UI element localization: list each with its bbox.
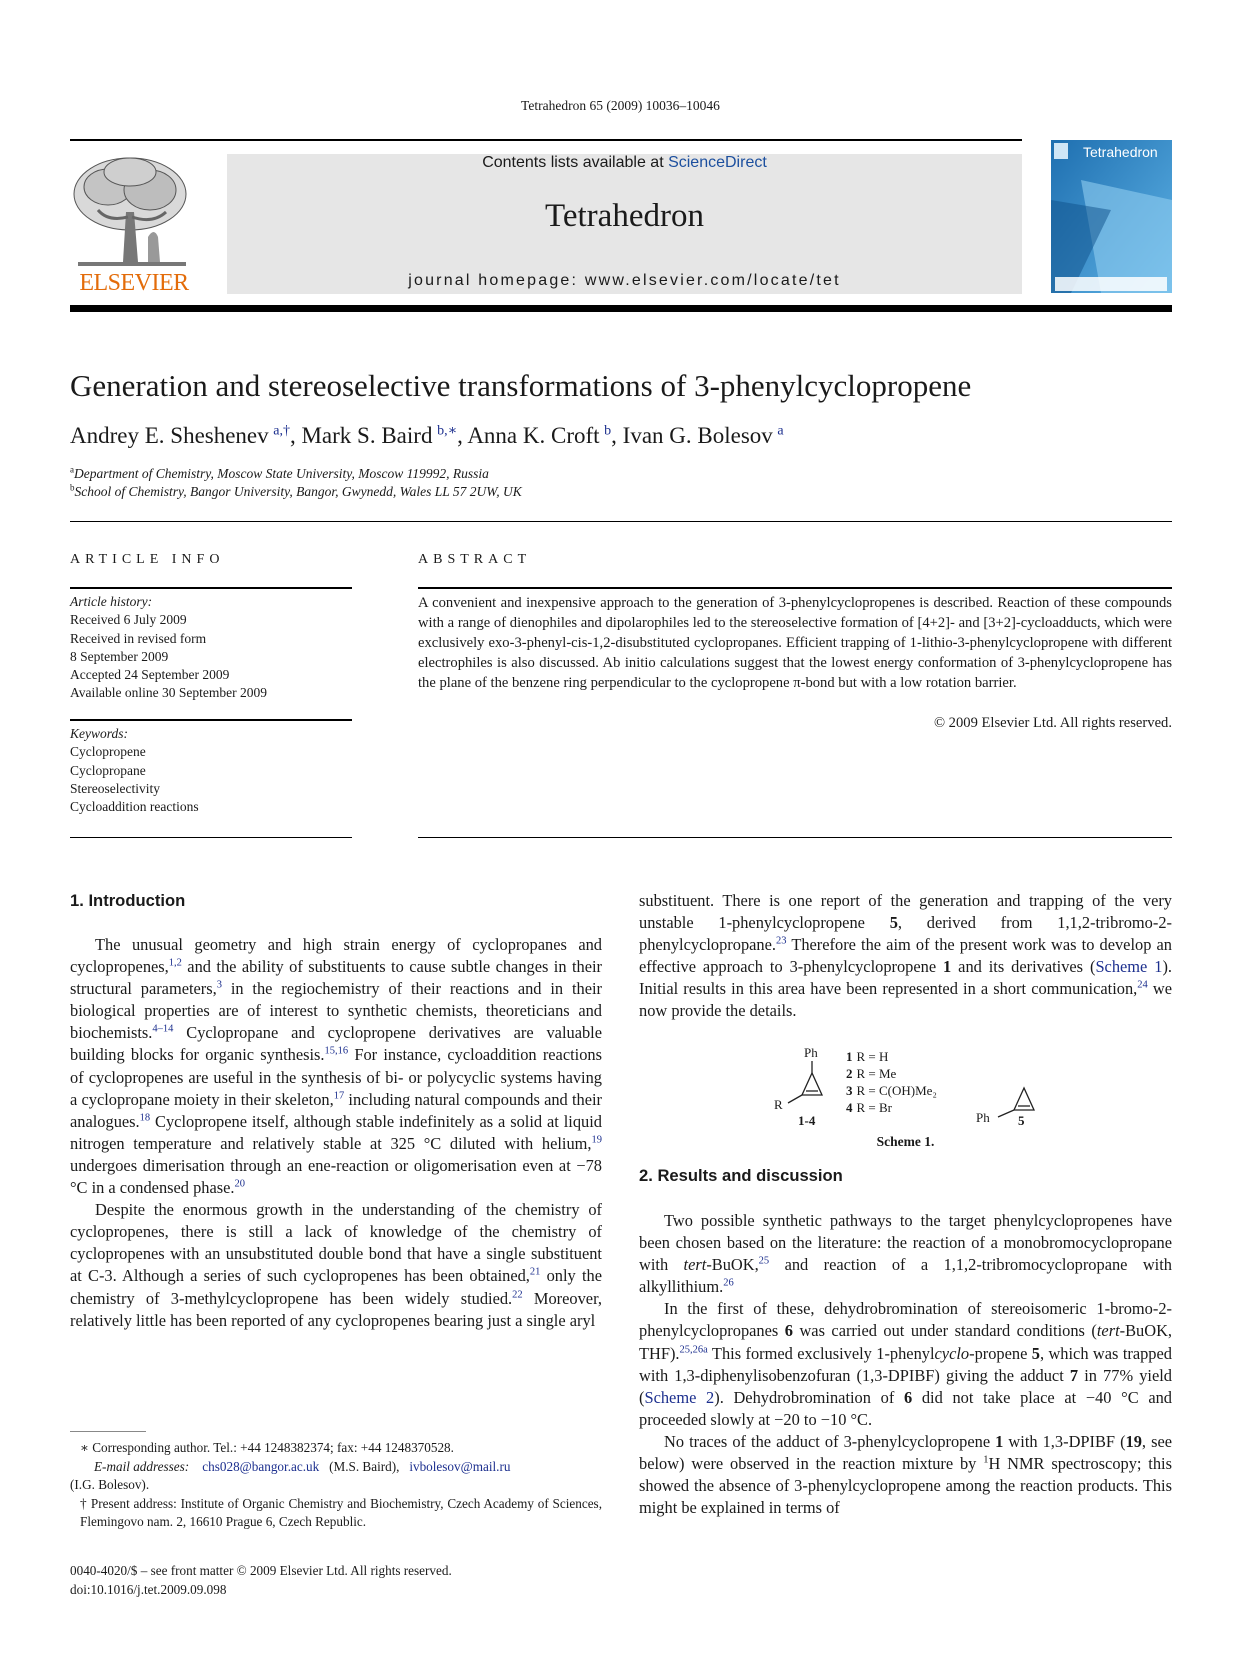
ph-label: Ph <box>976 1110 990 1125</box>
email-note <box>70 1458 602 1477</box>
masthead-thick-rule <box>70 305 1172 312</box>
author-marks[interactable]: b,∗ <box>437 423 458 439</box>
footnotes <box>70 1439 602 1532</box>
entry-text: R = C(OH)Me₂ <box>856 1083 937 1098</box>
scheme-entry <box>846 1100 893 1115</box>
abstract-bottom-rule <box>418 837 1172 838</box>
issn-line: 0040-4020/$ – see front matter © 2009 Elsevier Ltd. All rights reserved. <box>70 1563 452 1578</box>
paragraph: The unusual geometry and high strain energy of cyclopropanes and cyclopropenes,$^{1,2}$ and the ability of substituents to cause subtle changes in their structural parameters,$^3$ in the regiochemistry of their reactions and in their biological properties are of interest to synthetic chemists, theoreticians and biochemists.$^{4-14}$ Cyclopropane and cyclopropene derivatives are valuable building blocks for organic synthesis.$^{15,16}$ For instance, cycloaddition reactions of cyclopropenes are useful in the synthesis of bi- or polycyclic systems having a cyclopropane moiety in their skeleton,$^{17}$ including natural compounds and their analogues.$^{18}$ Cyclopropene itself, although stable indefinitely as a solid at liquid nitrogen temperature and relatively stable at 325 °C diluted with helium,$^{19}$ undergoes dimerisation through an ene-reaction or oligomerisation even at −78 °C in a condensed phase.$^{20}$ <box>70 935 603 1198</box>
results-body <box>639 1210 1172 1519</box>
journal-citation: Tetrahedron 65 (2009) 10036–10046 <box>521 98 720 113</box>
history-rule <box>70 719 352 721</box>
cover-title: Tetrahedron <box>1083 144 1158 160</box>
history-item: Accepted 24 September 2009 <box>70 667 230 683</box>
journal-cover-thumbnail <box>1051 140 1172 293</box>
author-marks[interactable]: a,† <box>273 423 290 439</box>
paragraph: In the first of these, dehydrobromination of stereoisomeric 1-bromo-2-phenylcyclopropanes 6 was carried out under standard conditions (tert-BuOK, THF).$^{25,26a}$ This formed exclusively 1-phenylcyclo-propene 5, which was trapped with 1,3-diphenylisobenzofuran (1,3-DPIBF) giving the adduct 7 in 77% yield (Scheme 2). Dehydrobromination of 6 did not take place at −40 °C and proceeded slowly at −20 to −10 °C. <box>639 1299 1172 1429</box>
email-label: E-mail addresses: <box>94 1458 190 1474</box>
history-item: 8 September 2009 <box>70 648 169 664</box>
paragraph: No traces of the adduct of 3-phenylcyclopropene 1 with 1,3-DPIBF (19, see below) were observed in the reaction mixture by $^1$H NMR spectroscopy; this showed the absence of 3-phenylcyclopropene among the reaction products. This might be explained in terms of <box>639 1431 1172 1518</box>
scheme-entry <box>846 1083 937 1098</box>
history-item: Received 6 July 2009 <box>70 612 187 628</box>
journal-name: Tetrahedron <box>545 198 704 234</box>
corresponding-author-note: ∗ Corresponding author. Tel.: +44 1248382374; fax: +44 1248370528. <box>80 1440 454 1455</box>
affiliation-item <box>70 465 1172 483</box>
paragraph: Two possible synthetic pathways to the target phenylcyclopropenes have been chosen based on the literature: the reaction of a monobromocyclopropane with tert-BuOK,$^{25}$ and reaction of a 1,1,2-tribromocyclopropane with alkyllithium.$^{26}$ <box>639 1211 1172 1297</box>
email-owner: (I.G. Bolesov). <box>70 1477 150 1492</box>
scheme-entry <box>846 1049 888 1064</box>
article-history <box>70 593 352 703</box>
keywords <box>70 725 352 816</box>
present-address-note: † Present address: Institute of Organic Chemistry and Biochemistry, Czech Academy of Sciences, Flemingovo nam. 2, 16610 Prague 6, Czech Republic. <box>80 1495 602 1529</box>
contents-line <box>227 154 1022 172</box>
elsevier-wordmark: ELSEVIER <box>79 270 189 296</box>
article-info-heading: ARTICLE INFO <box>70 552 225 567</box>
affiliation-mark: b <box>70 482 75 493</box>
abstract-text: A convenient and inexpensive approach to the generation of 3-phenylcyclopropenes is described. Reaction of these compounds with a range of dienophiles and dipolarophiles led to the stereoselective formation of [4+2]- and [3+2]-cycloadducts, which were exclusively exo-3-phenyl-cis-1,2-disubstituted cyclopropanes. Efficient trapping of 1-lithio-3-phenylcyclopropene with different electrophiles is also discussed. Ab initio calculations suggest that the lowest energy conformation of 3-phenylcyclopropene has the plane of the benzene ring perpendicular to the cyclopropene π-bond but with a low rotation barrier. <box>418 595 1172 692</box>
entry-number: 1 <box>846 1049 853 1064</box>
doi-line[interactable]: doi:10.1016/j.tet.2009.09.098 <box>70 1581 227 1597</box>
entry-text: R = H <box>856 1049 889 1064</box>
author-name: Anna K. Croft <box>467 423 600 448</box>
ph-label: Ph <box>804 1045 818 1060</box>
entry-number: 3 <box>846 1083 853 1098</box>
keyword-item: Cyclopropene <box>70 744 146 760</box>
affiliation-text: School of Chemistry, Bangor University, Bangor, Gwynedd, Wales LL 57 2UW, UK <box>74 484 522 499</box>
email-link-bolesov[interactable]: ivbolesov@mail.ru <box>409 1458 511 1474</box>
title-block-rule <box>70 521 1172 522</box>
abstract-copyright: © 2009 Elsevier Ltd. All rights reserved. <box>933 715 1172 731</box>
scheme-1-structures <box>760 1043 1060 1148</box>
footnote-rule <box>70 1431 146 1432</box>
results-heading: 2. Results and discussion <box>639 1166 843 1185</box>
abstract-heading: ABSTRACT <box>418 552 532 567</box>
compound-5-label: 5 <box>1018 1113 1025 1128</box>
email-owner: (M.S. Baird), <box>329 1458 400 1474</box>
sciencedirect-link[interactable]: ScienceDirect <box>668 154 767 171</box>
entry-number: 4 <box>846 1100 853 1115</box>
compound-range-label: 1-4 <box>798 1113 816 1128</box>
keywords-label: Keywords: <box>70 726 128 741</box>
keyword-item: Cyclopropane <box>70 762 146 778</box>
contents-prefix: Contents lists available at <box>482 154 669 171</box>
history-label: Article history: <box>70 594 153 609</box>
introduction-continued <box>639 890 1172 1023</box>
affiliations <box>70 465 1172 501</box>
entry-text: R = Me <box>856 1066 897 1081</box>
header-rule <box>70 139 1022 141</box>
journal-homepage[interactable]: journal homepage: www.elsevier.com/locate/tet <box>408 272 841 289</box>
author-name: Mark S. Baird <box>301 423 433 448</box>
introduction-heading: 1. Introduction <box>70 891 186 910</box>
scheme-entry <box>846 1066 897 1081</box>
email-link-baird[interactable]: chs028@bangor.ac.uk <box>202 1458 320 1474</box>
paragraph: Despite the enormous growth in the understanding of the chemistry of cyclopropenes, there is still a lack of knowledge of the chemistry of cyclopropenes with an unsubstituted double bond that have a single substituent at C-3. Although a series of such cyclopropenes has been obtained,$^{21}$ only the chemistry of 3-methylcyclopropene has been widely studied.$^{22}$ Moreover, relatively little has been reported of any cyclopropenes bearing just a single aryl <box>70 1200 602 1330</box>
keyword-item: Cycloaddition reactions <box>70 799 199 815</box>
history-item: Available online 30 September 2009 <box>70 685 267 701</box>
author-name: Andrey E. Sheshenev <box>70 423 269 448</box>
author-name: Ivan G. Bolesov <box>622 423 773 448</box>
introduction-body <box>70 934 602 1332</box>
article-title: Generation and stereoselective transformations of 3-phenylcyclopropene <box>70 368 972 403</box>
history-item: Received in revised form <box>70 630 207 646</box>
entry-text: R = Br <box>856 1100 893 1115</box>
author-marks[interactable]: a <box>777 423 784 439</box>
author-list: Andrey E. Sheshenev $^{a,\dagger}$, Mark S. Baird $^{b,∗}$, Anna K. Croft $^b$, Ivan G. Bolesov $^a$ <box>70 423 784 448</box>
article-info-rule <box>70 587 352 589</box>
affiliation-mark: a <box>70 464 74 475</box>
entry-number: 2 <box>846 1066 853 1081</box>
scheme-caption: Scheme 1. <box>876 1134 935 1149</box>
front-matter <box>70 1562 670 1599</box>
keyword-item: Stereoselectivity <box>70 780 160 796</box>
affiliation-text: Department of Chemistry, Moscow State University, Moscow 119992, Russia <box>74 466 489 481</box>
author-marks[interactable]: b <box>604 423 612 439</box>
abstract-rule <box>418 587 1172 589</box>
paragraph: substituent. There is one report of the generation and trapping of the very unstable 1-phenylcyclopropene 5, derived from 1,1,2-tribromo-2-phenylcyclopropane.$^{23}$ Therefore the aim of the present work was to develop an effective approach to 3-phenylcyclopropene 1 and its derivatives (Scheme 1). Initial results in this area have been represented in a short communication,$^{24}$ we now provide the details. <box>639 891 1172 1021</box>
affiliation-item <box>70 483 1172 501</box>
r-label: R <box>774 1097 783 1112</box>
article-info-bottom-rule <box>70 837 352 838</box>
